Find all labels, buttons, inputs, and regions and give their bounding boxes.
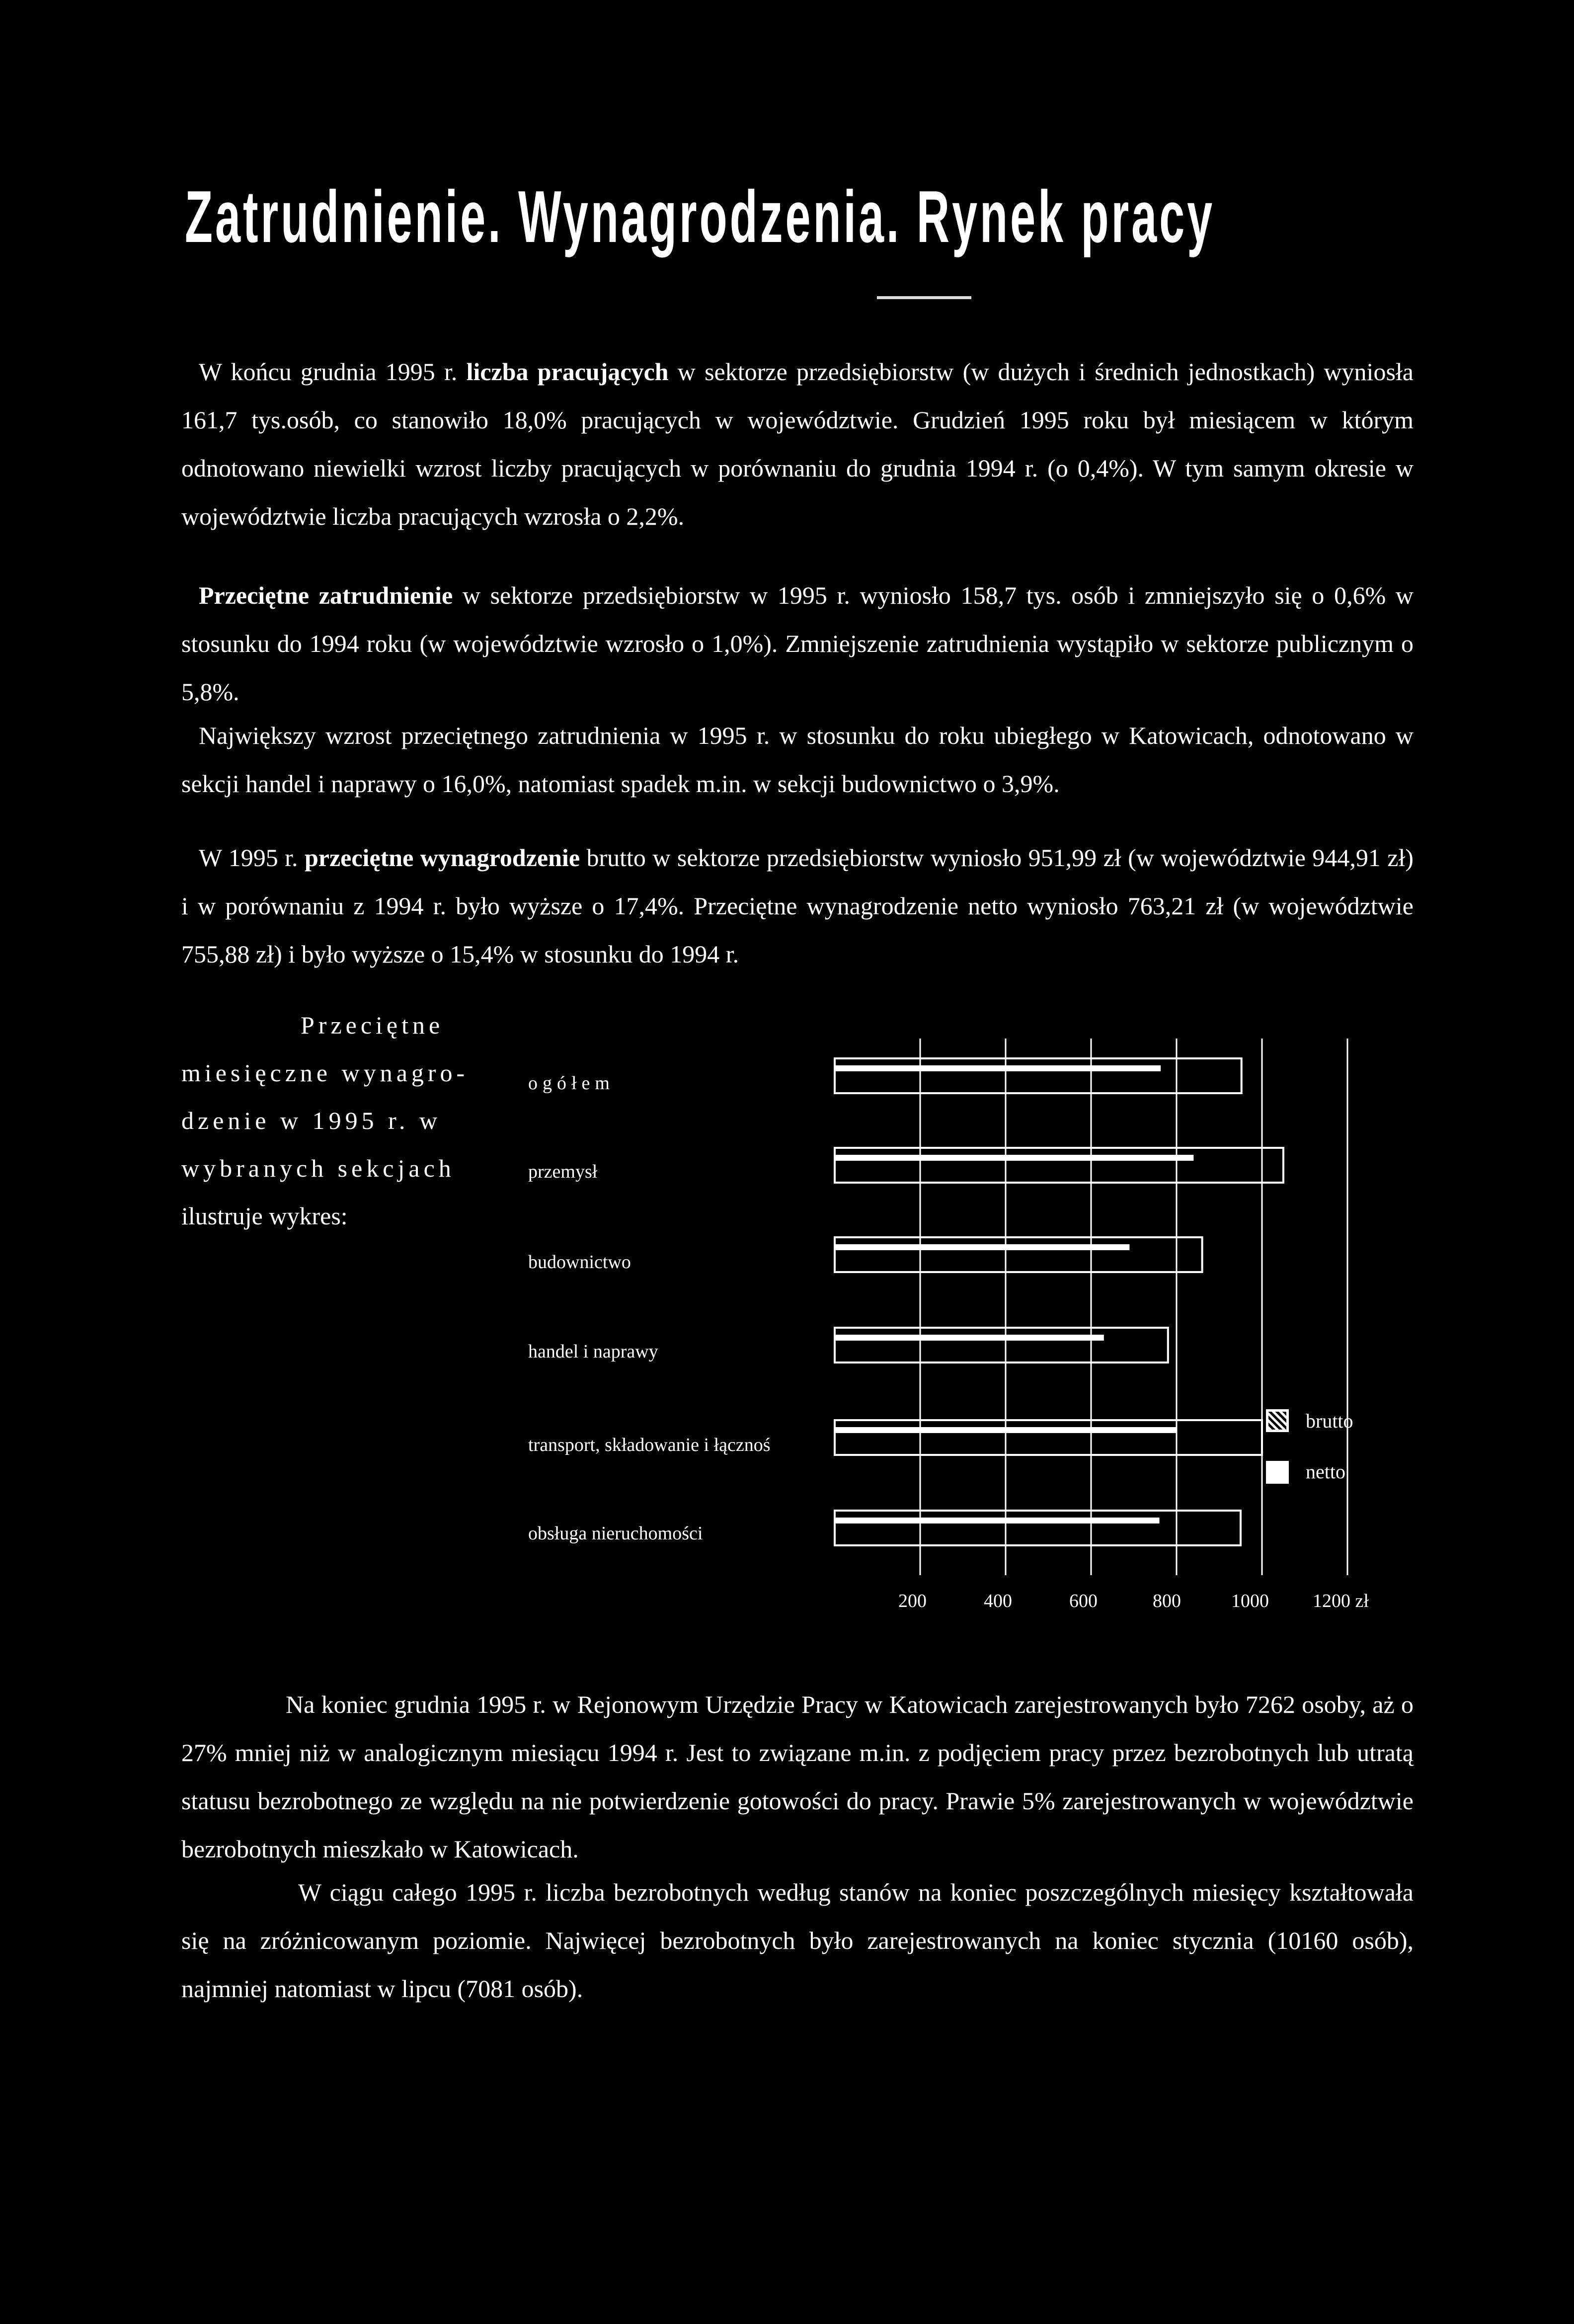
bar-brutto bbox=[835, 1148, 1283, 1183]
paragraph-unemployment bbox=[181, 1681, 1414, 1873]
bar-netto bbox=[835, 1244, 1129, 1250]
bar-brutto bbox=[835, 1420, 1262, 1455]
legend-brutto-label: brutto bbox=[1306, 1410, 1353, 1432]
caption-line: miesięczne wynagro- bbox=[181, 1059, 469, 1087]
x-tick-label: 800 bbox=[1153, 1591, 1181, 1611]
paragraph-text: W ciągu całego 1995 r. liczba bezrobotnych według stanów na koniec poszczególnych miesięcy kształtowała się na zróżnicowanym poziomie. Najwięcej bezrobotnych było zarejestrowanych na koniec stycznia (10160 osób), najmniej natomiast w lipcu (7081 osób). bbox=[181, 1878, 1414, 2003]
bar-netto bbox=[835, 1427, 1177, 1433]
caption-line: wybranych sekcjach bbox=[181, 1154, 455, 1182]
paragraph-text: Największy wzrost przeciętnego zatrudnienia w 1995 r. w stosunku do roku ubiegłego w Katowicach, odnotowano w sekcji handel i naprawy o 16,0%, natomiast spadek m.in. w sekcji budownictwo o 3,9%. bbox=[181, 721, 1414, 798]
caption-line: dzenie w 1995 r. w bbox=[181, 1107, 442, 1134]
legend-netto-swatch bbox=[1266, 1461, 1289, 1484]
bar-brutto bbox=[835, 1058, 1242, 1093]
category-label: ogółem bbox=[528, 1073, 615, 1094]
x-tick-label: 1000 bbox=[1231, 1591, 1269, 1611]
paragraph-text: brutto w sektorze przedsiębiorstw wyniosło 951,99 zł (w województwie 944,91 zł) i w porównaniu z 1994 r. było wyższe o 17,4%. Przeciętne wynagrodzenie netto wyniosło 763,21 zł (w województwie 755,88 zł) i było wyższe o 15,4% w stosunku do 1994 r. bbox=[181, 844, 1414, 968]
paragraph-bold: Przeciętne zatrudnienie bbox=[199, 581, 453, 609]
caption-line: ilustruje wykres: bbox=[181, 1202, 348, 1230]
bar-netto bbox=[835, 1518, 1160, 1523]
category-label: handel i naprawy bbox=[528, 1341, 658, 1362]
paragraph-text: W 1995 r. bbox=[199, 844, 305, 872]
paragraph-bold: liczba pracujących bbox=[466, 358, 669, 386]
x-tick-label: 400 bbox=[984, 1591, 1012, 1611]
legend-netto-label: netto bbox=[1306, 1460, 1345, 1483]
paragraph-text: w sektorze przedsiębiorstw (w dużych i średnich jednostkach) wyniosła 161,7 tys.osób, co stanowiło 18,0% pracujących w województwie. Grudzień 1995 roku był miesiącem w którym odnotowano niewielki wzrost liczby pracujących w porównaniu do grudnia 1994 r. (o 0,4%). W tym samym okresie w województwie liczba pracujących wzrosła o 2,2%. bbox=[181, 358, 1414, 530]
paragraph-unemployment-monthly bbox=[181, 1868, 1414, 2013]
bar-brutto bbox=[835, 1328, 1168, 1362]
bar-brutto bbox=[835, 1237, 1202, 1272]
paragraph-text: w sektorze przedsiębiorstw w 1995 r. wyniosło 158,7 tys. osób i zmniejszyło się o 0,6% w stosunku do 1994 roku (w województwie wzrosło o 1,0%). Zmniejszenie zatrudnienia wystąpiło w sektorze publicznym o 5,8%. bbox=[181, 581, 1414, 706]
bar-brutto bbox=[835, 1511, 1241, 1545]
paragraph-bold: przeciętne wynagrodzenie bbox=[304, 844, 580, 872]
legend-brutto-swatch bbox=[1266, 1409, 1289, 1432]
bar-netto bbox=[835, 1065, 1161, 1071]
category-label: budownictwo bbox=[528, 1252, 631, 1273]
bar-netto bbox=[835, 1335, 1104, 1341]
paragraph-text: W końcu grudnia 1995 r. bbox=[199, 358, 467, 386]
page-title: Zatrudnienie. Wynagrodzenia. Rynek pracy bbox=[185, 176, 1215, 258]
caption-line: Przeciętne bbox=[301, 1011, 444, 1039]
bar-netto bbox=[835, 1155, 1193, 1161]
category-label: przemysł bbox=[528, 1161, 598, 1182]
x-tick-label: 600 bbox=[1069, 1591, 1098, 1611]
x-tick-label: 1200 zł bbox=[1313, 1591, 1369, 1611]
category-label: transport, składowanie i łącznoś bbox=[528, 1435, 771, 1455]
x-tick-label: 200 bbox=[898, 1591, 927, 1611]
paragraph-text: Na koniec grudnia 1995 r. w Rejonowym Urzędzie Pracy w Katowicach zarejestrowanych było 7262 osoby, aż o 27% mniej niż w analogicznym miesiącu 1994 r. Jest to związane m.in. z podjęciem pracy przez bezrobotnych lub utratą statusu bezrobotnego ze względu na nie potwierdzenie gotowości do pracy. Prawie 5% zarejestrowanych w województwie bezrobotnych mieszkało w Katowicach. bbox=[181, 1690, 1414, 1863]
category-label: obsługa nieruchomości bbox=[528, 1523, 703, 1544]
